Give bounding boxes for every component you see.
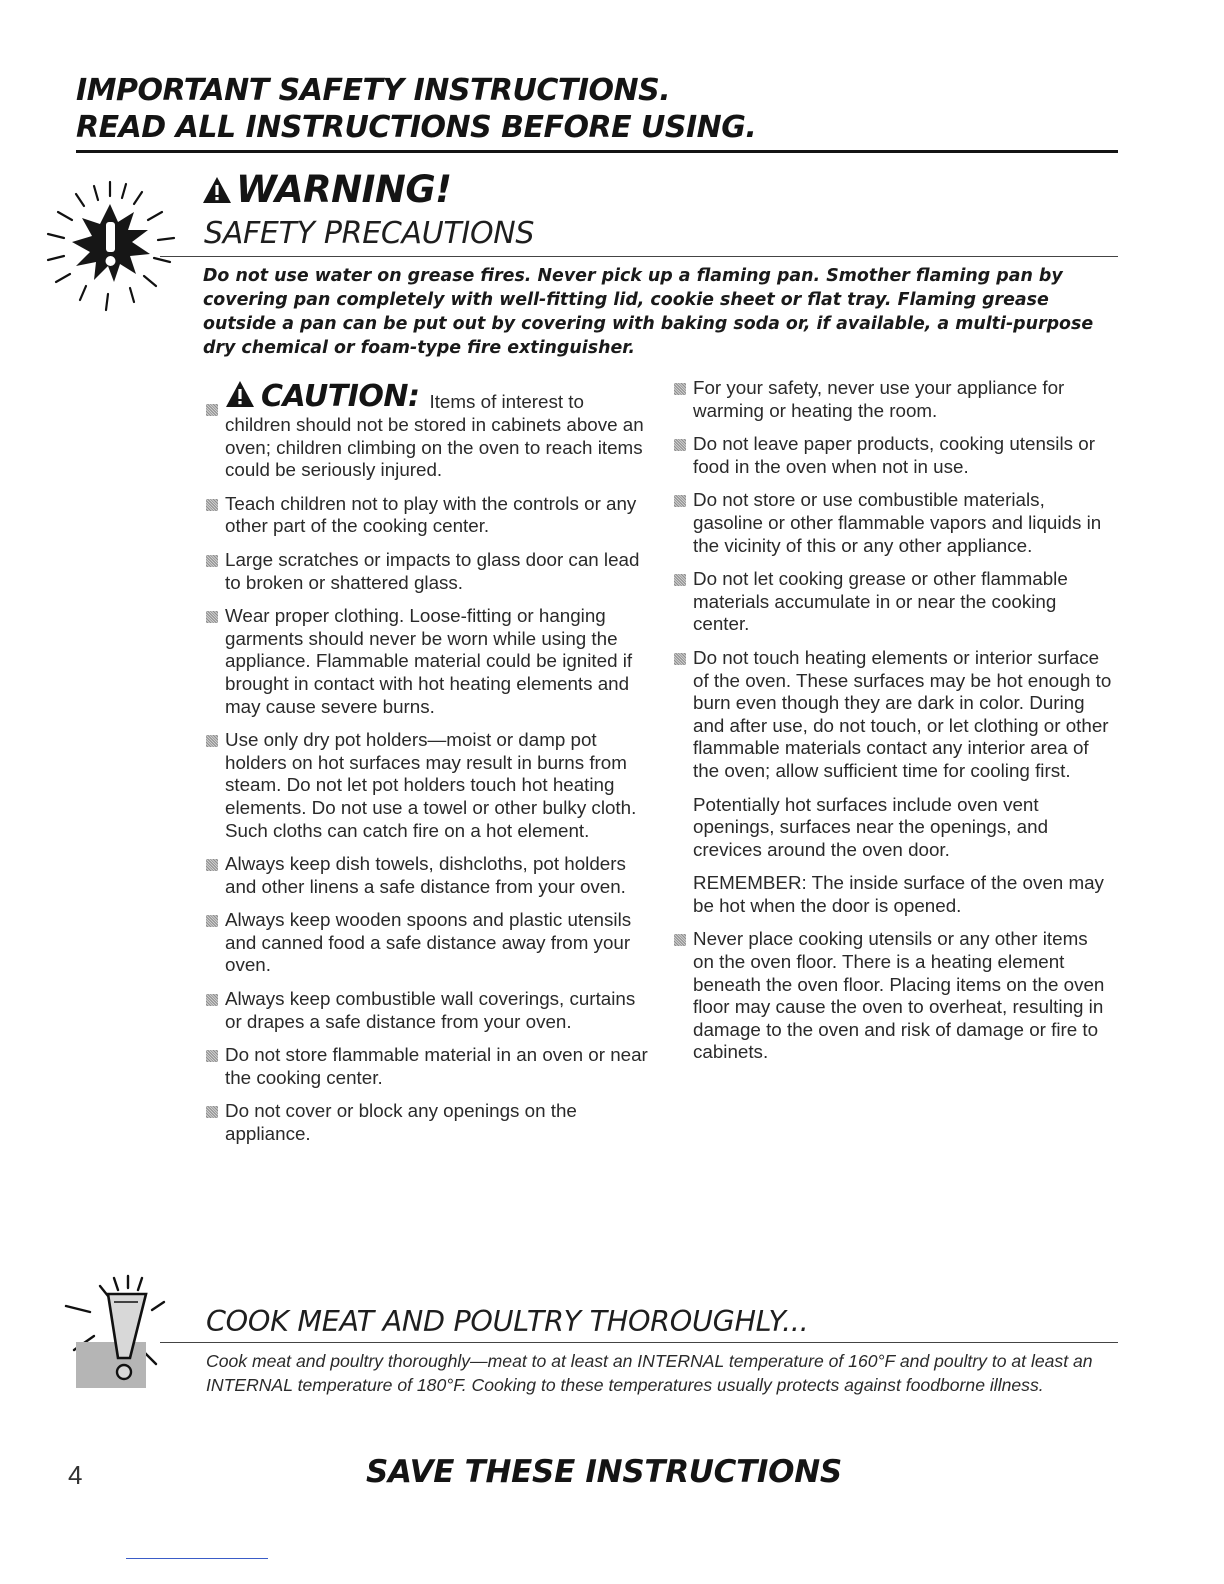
list-item-text: Do not store flammable material in an oven or near the cooking center. bbox=[225, 1044, 648, 1088]
list-item-text: Do not touch heating elements or interior surface of the oven. These surfaces may be hot enough to burn even though they are dark in color. During and after use, do not touch, or let clothing or other flammable materials contact any interior area of the oven; allow sufficient time for cooling first. bbox=[693, 646, 1112, 781]
warning-triangle-icon bbox=[225, 380, 255, 408]
paragraph: Potentially hot surfaces include oven vent openings, surfaces near the openings, and crevices around the oven door. bbox=[693, 793, 1049, 860]
list-item bbox=[672, 377, 1112, 422]
header-rule bbox=[76, 150, 1118, 153]
list-item bbox=[672, 568, 1112, 636]
starburst-exclamation-icon bbox=[30, 178, 190, 318]
list-item-text: Wear proper clothing. Loose-fitting or hanging garments should never be worn while using the appliance. Flammable material could be ignited if brought in contact with hot heating elements and may cause severe burns. bbox=[225, 605, 633, 717]
bullet-square-icon bbox=[206, 499, 218, 511]
caution-word: CAUTION: bbox=[261, 379, 420, 414]
exclamation-burst-icon bbox=[60, 1272, 190, 1392]
list-item-text: Teach children not to play with the controls or any other part of the cooking center. bbox=[225, 492, 637, 537]
remember-paragraph: REMEMBER: The inside surface of the oven may be hot when the door is opened. bbox=[693, 872, 1104, 916]
footer-line bbox=[126, 1558, 268, 1559]
warning-body: Do not use water on grease fires. Never pick up a flaming pan. Smother flaming pan by covering pan completely with well-fitting lid, cookie sheet or flat tray. Flaming grease outside a pan can be put out by covering with baking soda or, if available, a multi-purpose dry chemical or foam-type fire extinguisher. bbox=[203, 266, 1094, 358]
list-item bbox=[204, 853, 652, 898]
bullet-square-icon bbox=[206, 915, 218, 927]
warning-title-text: WARNING! bbox=[236, 168, 452, 211]
bullet-square-icon bbox=[206, 611, 218, 623]
list-item bbox=[204, 493, 652, 538]
cook-body: Cook meat and poultry thoroughly—meat to at least an INTERNAL temperature of 160°F and poultry to at least an INTERNAL temperature of 180°F. Cooking to these temperatures usually protects against foodborne illness. bbox=[206, 1351, 1093, 1395]
bullet-square-icon bbox=[206, 404, 218, 416]
warning-triangle-icon bbox=[202, 176, 232, 204]
warning-subtitle: SAFETY PRECAUTIONS bbox=[204, 216, 535, 251]
list-item-text: For your safety, never use your appliance for warming or heating the room. bbox=[693, 377, 1065, 421]
bullet-square-icon bbox=[206, 859, 218, 871]
page-number: 4 bbox=[68, 1460, 83, 1490]
left-column bbox=[204, 380, 652, 1157]
bullet-square-icon bbox=[674, 653, 686, 665]
list-item bbox=[672, 489, 1112, 557]
bullet-square-icon bbox=[674, 934, 686, 946]
list-item-text: Never place cooking utensils or any other items on the oven floor. There is a heating element beneath the oven floor. Placing items on the oven floor may cause the oven to overheat, resulting in damage to the oven and risk of damage or fire to cabinets. bbox=[693, 928, 1105, 1063]
bullet-square-icon bbox=[206, 555, 218, 567]
header-line-2: READ ALL INSTRUCTIONS BEFORE USING. bbox=[76, 110, 757, 145]
bullet-square-icon bbox=[206, 1050, 218, 1062]
list-item-text: Always keep combustible wall coverings, curtains or drapes a safe distance from your oven. bbox=[225, 988, 636, 1032]
list-item-text: Do not leave paper products, cooking utensils or food in the oven when not in use. bbox=[693, 433, 1095, 477]
page-header bbox=[76, 72, 1118, 153]
list-item-text: Do not store or use combustible materials, gasoline or other flammable vapors and liquids in the vicinity of this or any other appliance. bbox=[693, 489, 1102, 556]
caution-heading bbox=[225, 380, 584, 414]
right-column bbox=[672, 377, 1112, 1075]
list-item bbox=[204, 729, 652, 842]
bullet-square-icon bbox=[674, 439, 686, 451]
bullet-square-icon bbox=[674, 383, 686, 395]
list-item bbox=[672, 433, 1112, 478]
warning-rule bbox=[160, 256, 1118, 257]
bullet-square-icon bbox=[206, 994, 218, 1006]
list-item-text: Always keep dish towels, dishcloths, pot holders and other linens a safe distance from your oven. bbox=[225, 853, 626, 897]
bullet-square-icon bbox=[674, 574, 686, 586]
list-item bbox=[204, 909, 652, 977]
list-item-text: Large scratches or impacts to glass door can lead to broken or shattered glass. bbox=[225, 548, 640, 593]
list-item-text: Use only dry pot holders—moist or damp pot holders on hot surfaces may result in burns from steam. Do not let pot holders touch hot heating elements. Do not use a towel or other bulky cloth. Such cloths can catch fire on a hot element. bbox=[225, 729, 637, 841]
list-item bbox=[204, 1100, 652, 1145]
bullet-square-icon bbox=[206, 1106, 218, 1118]
list-item-text: Always keep wooden spoons and plastic utensils and canned food a safe distance away from your oven. bbox=[225, 909, 632, 976]
list-item-text: Do not cover or block any openings on the appliance. bbox=[225, 1100, 577, 1145]
warning-title bbox=[202, 168, 452, 211]
caution-lead: Items of interest to bbox=[429, 391, 584, 413]
caution-block bbox=[204, 380, 652, 482]
bullet-square-icon bbox=[206, 735, 218, 747]
list-item bbox=[204, 1044, 652, 1089]
cook-rule bbox=[160, 1342, 1118, 1343]
list-item bbox=[672, 928, 1112, 1064]
list-item bbox=[672, 647, 1112, 783]
list-item bbox=[204, 549, 652, 594]
save-instructions: SAVE THESE INSTRUCTIONS bbox=[366, 1454, 842, 1490]
header-line-1: IMPORTANT SAFETY INSTRUCTIONS. bbox=[76, 73, 671, 108]
cook-title: COOK MEAT AND POULTRY THOROUGHLY... bbox=[206, 1304, 809, 1338]
list-item-text: Do not let cooking grease or other flammable materials accumulate in or near the cooking center. bbox=[693, 568, 1068, 635]
caution-text: children should not be stored in cabinets above an oven; children climbing on the oven to reach items could be seriously injured. bbox=[225, 414, 644, 481]
bullet-square-icon bbox=[674, 495, 686, 507]
list-item bbox=[204, 988, 652, 1033]
list-item bbox=[204, 605, 652, 718]
